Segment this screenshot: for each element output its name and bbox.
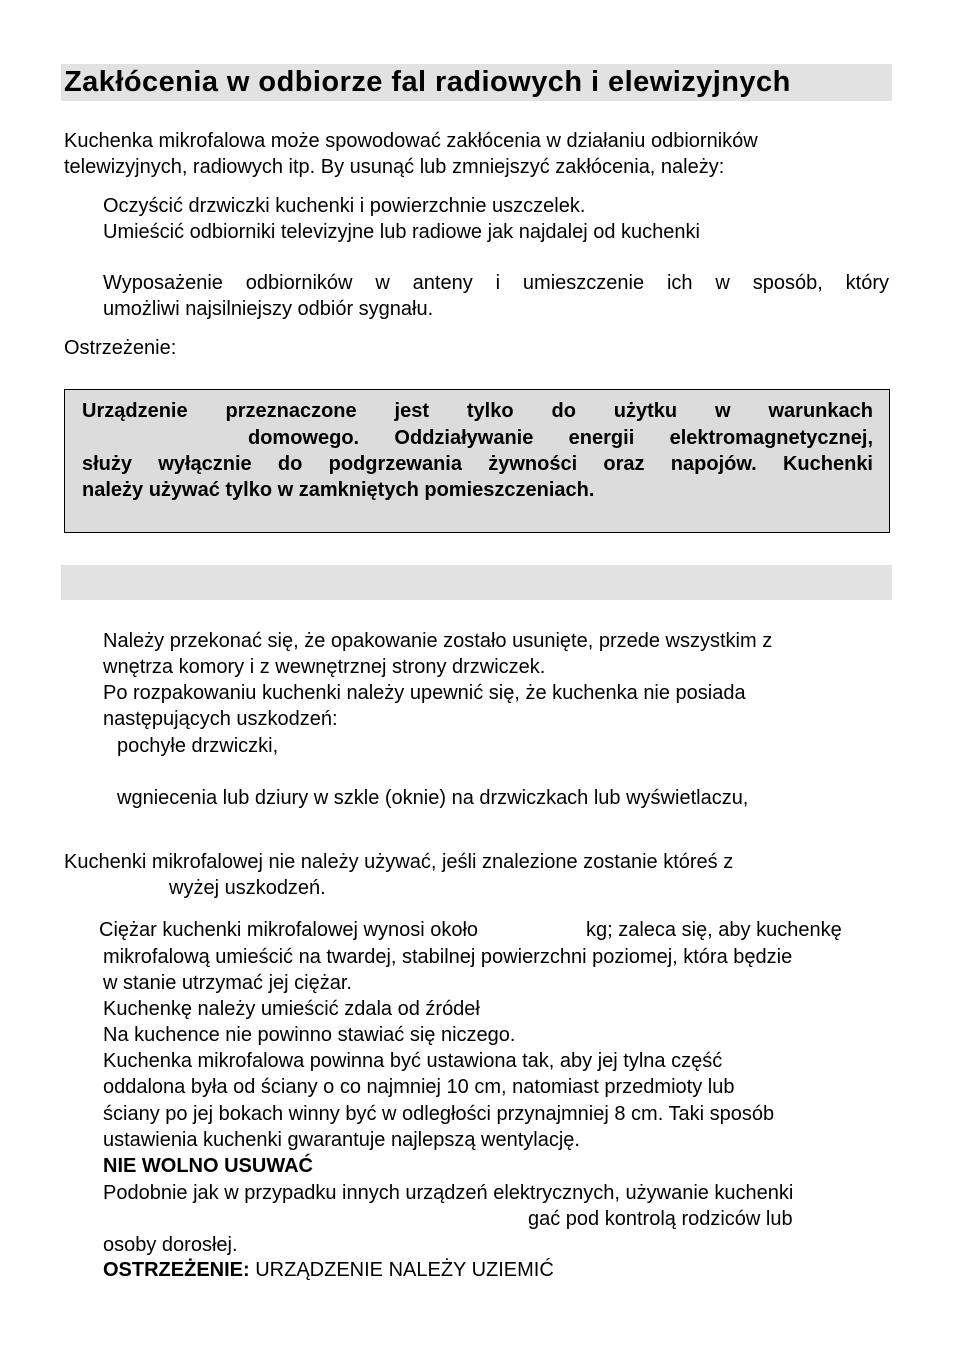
step-antenna-line-2: umożliwi najsilniejszy odbiór sygnału. <box>103 298 434 320</box>
install-line-12: gać pod kontrolą rodziców lub <box>528 1208 793 1230</box>
warning-line-3: służy wyłącznie do podgrzewania żywności oraz napojów. Kuchenki <box>82 453 873 475</box>
warning-line-4: należy używać tylko w zamkniętych pomieszczeniach. <box>82 479 595 501</box>
intro-line-2: telewizyjnych, radiowych itp. By usunąć lub zmniejszyć zakłócenia, należy: <box>64 156 725 178</box>
damage-item-door: pochyłe drzwiczki, <box>117 735 279 757</box>
install-line-7: oddalona była od ściany o co najmniej 10 cm, natomiast przedmioty lub <box>103 1076 735 1098</box>
damage-item-glass: wgniecenia lub dziury w szkle (oknie) na drzwiczkach lub wyświetlaczu, <box>117 787 749 809</box>
install-line-4: Kuchenkę należy umieścić zdala od źródeł <box>103 998 480 1020</box>
section-heading: Zakłócenia w odbiorze fal radiowych i elewizyjnych <box>64 66 791 98</box>
step-antenna-line-1: Wyposażenie odbiorników w anteny i umieszczenie ich w sposób, który <box>103 272 889 294</box>
do-not-remove-notice: NIE WOLNO USUWAĆ <box>103 1155 313 1177</box>
step-move-receivers: Umieścić odbiorniki televizyjne lub radiowe jak najdalej od kuchenki <box>103 221 700 243</box>
warning-line-1: Urządzenie przeznaczone jest tylko do użytku w warunkach <box>82 400 873 422</box>
install-weight-text: Ciężar kuchenki mikrofalowej wynosi około <box>99 919 479 941</box>
install-line-8: ściany po jej bokach winny być w odległości przynajmniej 8 cm. Taki sposób <box>103 1103 775 1125</box>
install-line-2: mikrofalową umieścić na twardej, stabilnej powierzchni poziomej, która będzie <box>103 946 793 968</box>
grounding-warning-text: URZĄDZENIE NALEŻY UZIEMIĆ <box>249 1259 554 1281</box>
section-heading-band <box>61 565 892 600</box>
unpack-line-4: następujących uszkodzeń: <box>103 708 338 730</box>
grounding-warning-label: OSTRZEŻENIE: <box>103 1259 250 1281</box>
step-clean-door: Oczyścić drzwiczki kuchenki i powierzchnie uszczelek. <box>103 195 586 217</box>
install-weight-text-cont: kg; zaleca się, aby kuchenkę <box>586 919 842 941</box>
unpack-line-7: Kuchenki mikrofalowej nie należy używać, jeśli znalezione zostanie któreś z <box>64 851 734 873</box>
intro-line-1: Kuchenka mikrofalowa może spowodować zakłócenia w działaniu odbiorników <box>64 130 758 152</box>
install-line-11: Podobnie jak w przypadku innych urządzeń elektrycznych, używanie kuchenki <box>103 1182 794 1204</box>
unpack-line-2: wnętrza komory i z wewnętrznej strony drzwiczek. <box>103 656 546 678</box>
grounding-warning <box>103 1257 554 1283</box>
install-line-5: Na kuchence nie powinno stawiać się niczego. <box>103 1024 516 1046</box>
install-line-9: ustawienia kuchenki gwarantuje najlepszą wentylację. <box>103 1129 580 1151</box>
install-line-3: w stanie utrzymać jej ciężar. <box>103 972 352 994</box>
install-line-6: Kuchenka mikrofalowa powinna być ustawiona tak, aby jej tylna część <box>103 1050 723 1072</box>
unpack-line-8: wyżej uszkodzeń. <box>169 877 326 899</box>
warning-label: Ostrzeżenie: <box>64 337 177 359</box>
unpack-line-1: Należy przekonać się, że opakowanie zostało usunięte, przede wszystkim z <box>103 630 773 652</box>
install-line-13: osoby dorosłej. <box>103 1234 238 1256</box>
warning-line-2: domowego. Oddziaływanie energii elektromagnetycznej, <box>248 427 873 449</box>
unpack-line-3: Po rozpakowaniu kuchenki należy upewnić się, że kuchenka nie posiada <box>103 682 746 704</box>
